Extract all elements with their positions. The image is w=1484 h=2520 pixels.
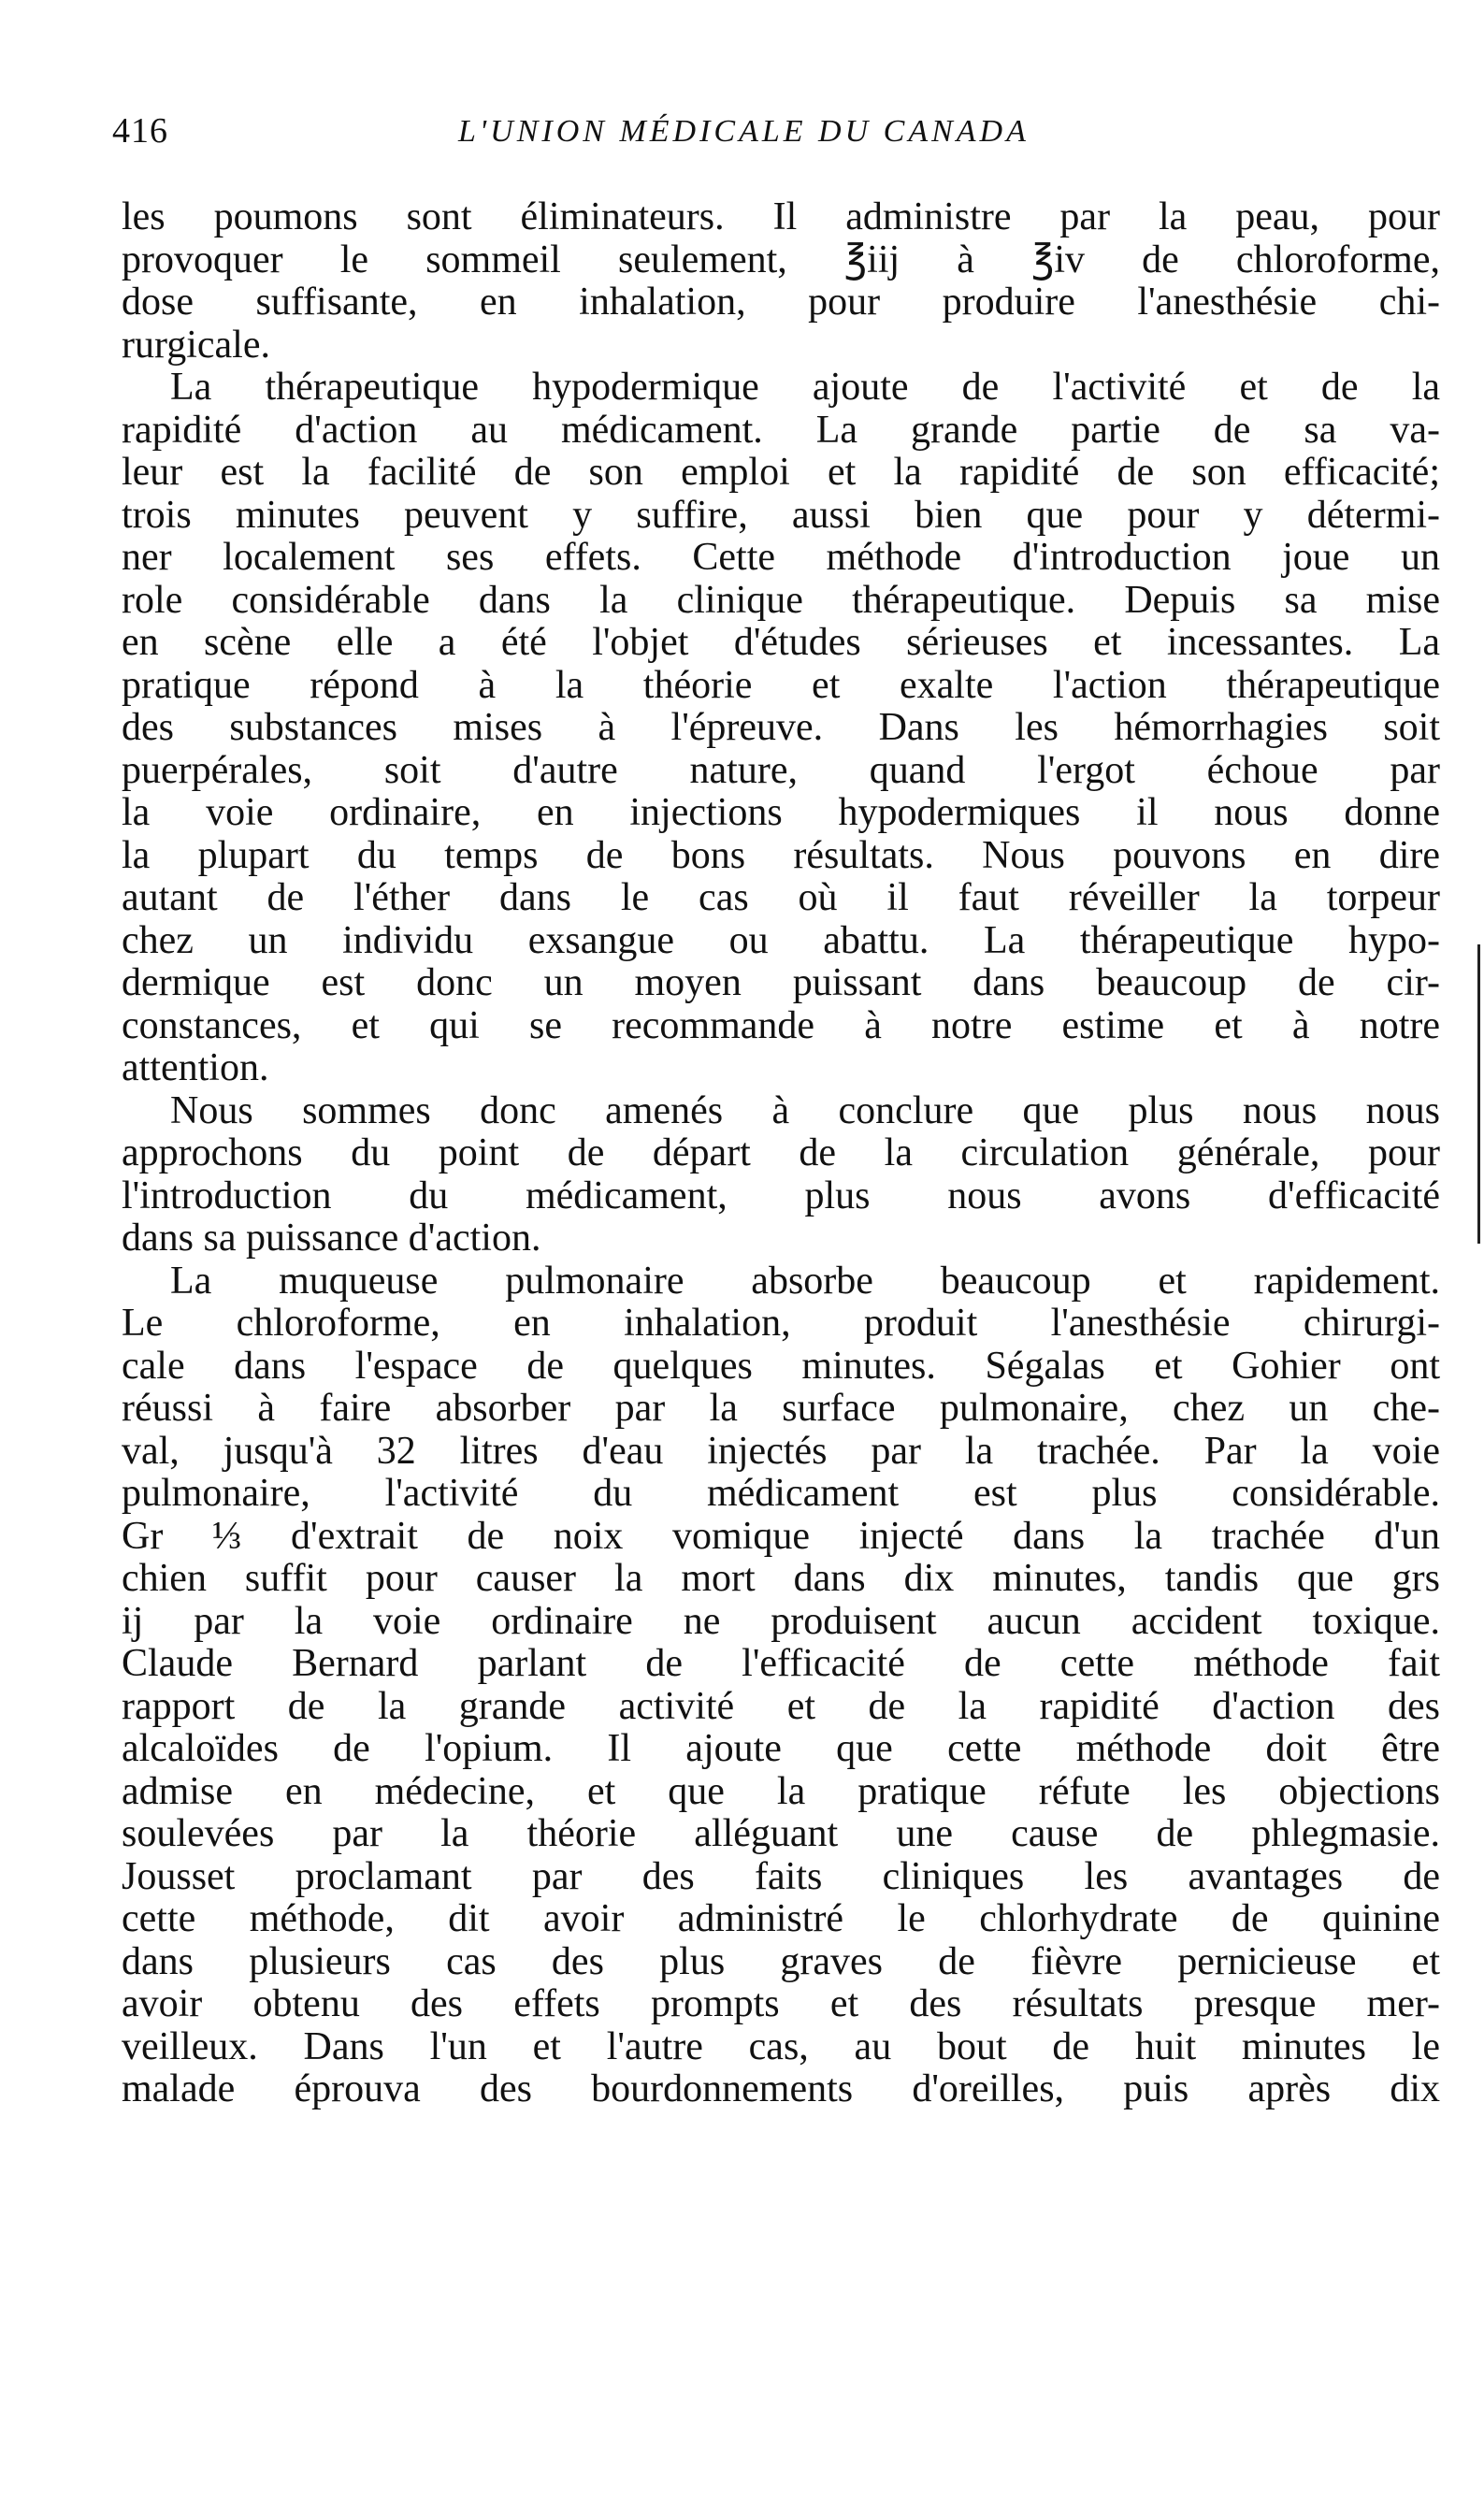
text-line: alcaloïdes de l'opium. Il ajoute que cette méthode doit être [122,1727,1440,1770]
text-line: puerpérales, soit d'autre nature, quand l'ergot échoue par [122,748,1440,792]
text-line: dose suffisante, en inhalation, pour produire l'anesthésie chi- [122,281,1440,324]
text-line: val, jusqu'à 32 litres d'eau injectés par la trachée. Par la voie [122,1429,1440,1473]
text-line: réussi à faire absorber par la surface pulmonaire, chez un che- [122,1387,1440,1430]
text-line: approchons du point de départ de la circulation générale, pour [122,1131,1440,1174]
text-line: rapport de la grande activité et de la rapidité d'action des [122,1684,1440,1728]
text-line: role considérable dans la clinique thérapeutique. Depuis sa mise [122,578,1440,622]
page-number: 416 [112,111,168,151]
text-line: pulmonaire, l'activité du médicament est plus considérable. [122,1472,1440,1515]
text-line: cette méthode, dit avoir administré le chlorhydrate de quinine [122,1897,1440,1940]
text-line: trois minutes peuvent y suffire, aussi bien que pour y détermi- [122,493,1440,537]
text-line: La thérapeutique hypodermique ajoute de l'activité et de la [170,366,1440,409]
body-text [122,196,1440,2111]
text-line: des substances mises à l'épreuve. Dans les hémorrhagies soit [122,706,1440,749]
text-line: Le chloroforme, en inhalation, produit l'anesthésie chirurgi- [122,1302,1440,1345]
margin-rule [1477,944,1480,1244]
text-line: cale dans l'espace de quelques minutes. Ségalas et Gohier ont [122,1344,1440,1388]
text-line: constances, et qui se recommande à notre estime et à notre [122,1003,1440,1047]
text-line: Claude Bernard parlant de l'efficacité de cette méthode fait [122,1642,1440,1685]
text-line: attention. [122,1046,269,1089]
text-line: chien suffit pour causer la mort dans dix minutes, tandis que grs [122,1557,1440,1600]
text-line: Jousset proclamant par des faits cliniques les avantages de [122,1854,1440,1898]
text-line: veilleux. Dans l'un et l'autre cas, au bout de huit minutes le [122,2024,1440,2068]
text-line: chez un individu exsangue ou abattu. La thérapeutique hypo- [122,918,1440,962]
text-line: admise en médecine, et que la pratique réfute les objections [122,1769,1440,1813]
text-line: l'introduction du médicament, plus nous avons d'efficacité [122,1174,1440,1217]
text-line: autant de l'éther dans le cas où il faut réveiller la torpeur [122,876,1440,919]
text-line: La muqueuse pulmonaire absorbe beaucoup et rapidement. [170,1259,1440,1303]
text-line: la plupart du temps de bons résultats. Nous pouvons en dire [122,833,1440,877]
running-title: L'UNION MÉDICALE DU CANADA [458,114,1030,149]
text-line: avoir obtenu des effets prompts et des résultats presque mer- [122,1982,1440,2025]
text-line: ij par la voie ordinaire ne produisent aucun accident toxique. [122,1599,1440,1643]
text-line: pratique répond à la théorie et exalte l'action thérapeutique [122,663,1440,707]
text-line: dermique est donc un moyen puissant dans beaucoup de cir- [122,961,1440,1004]
text-line: dans sa puissance d'action. [122,1217,541,1260]
text-line: rurgicale. [122,323,270,367]
text-line: les poumons sont éliminateurs. Il administre par la peau, pour [122,195,1440,238]
text-line: dans plusieurs cas des plus graves de fièvre pernicieuse et [122,1939,1440,1983]
page-header [112,110,1459,166]
text-line: leur est la facilité de son emploi et la rapidité de son efficacité; [122,451,1440,494]
text-line: Nous sommes donc amenés à conclure que plus nous nous [170,1088,1440,1132]
text-line: ner localement ses effets. Cette méthode d'introduction joue un [122,536,1440,579]
text-line: Gr ⅓ d'extrait de noix vomique injecté dans la trachée d'un [122,1514,1440,1558]
text-line: malade éprouva des bourdonnements d'oreilles, puis après dix [122,2067,1440,2110]
text-line: soulevées par la théorie alléguant une cause de phlegmasie. [122,1812,1440,1855]
text-line: rapidité d'action au médicament. La grande partie de sa va- [122,408,1440,452]
text-line: la voie ordinaire, en injections hypodermiques il nous donne [122,791,1440,834]
text-line: provoquer le sommeil seulement, ℥iij à ℥iv de chloroforme, [122,238,1440,281]
text-line: en scène elle a été l'objet d'études sérieuses et incessantes. La [122,621,1440,664]
